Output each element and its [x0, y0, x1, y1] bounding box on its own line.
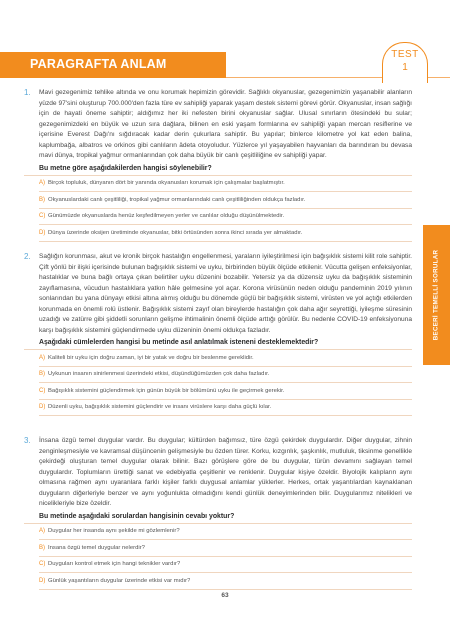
question-text: Sağlığın korunması, akut ve kronik birçok hastalığın engellenmesi, yaraların iyileştirilmesi için bağışıklık sistemi kilit role sahiptir. Çift yönlü bir ilişki içerisinde bulunan bağışıklık sistemi ve uyku, birbirinden büyük ölçüde etkilenir. Vücutta gelişen enfeksiyonlar, hastalıklar ve buna bağlı ortaya çıkan belirtiler uyku düzenini bozabilir. Yetersiz ya da düzensiz uyku da bağışıklık sisteminin zayıflamasına, vücudun hastalıklara yatkın hâle gelmesine yol açar. Korona virüsünün neden olduğu pandeminin 2019 yılının sonlarından bu yana dünyayı etkisi altına alımış olduğu bu dönemde güçlü bir bağışıklık sistemi, virüsten ve yol açtığı etkilerden korunmada en önemli rolü üstlenir. Bağışıklık sistemi zayıf olan bireylerde hastalığın çok daha ağır seyrettiği, iyileşme süresinin uzadığı ve zatürre gibi şiddetli sorunların gelişme ihtimalinin önemli ölçüde arttığı görülür. Bu nedenle COVID-19 enfeksiyonuna karşı bağışıklık sistemini güçlendirmede uyku düzeninin önemi oldukça fazladır. — [39, 253, 412, 334]
test-badge — [382, 42, 428, 83]
option-text: Düzenli uyku, bağışıklık sistemini güçlendirir ve insanı virüslere karşı daha güçlü kılar. — [48, 404, 272, 411]
option-letter: A) — [39, 180, 45, 187]
question-text: İnsana özgü temel duygular vardır. Bu duygular; kültürden bağımsız, türe özgü çekirdek duygulardır. Diğer duygular, zihnin zenginleşmesiyle ve kavramsal düşüncenin gelişmesiyle bu özden türer. Korku, kızgınlık, şaşkınlık, mutluluk, tiksinme genellikle çekirdeği oluşturan temel duygular olarak bilinir. Bazı görüşlere göre de bu duygular, türün devamını sağlayan temel duygulardır. Toplumların ürettiği sanat ve edebiyatla çeşitlenir ve renklenir. Duygular kişiye özeldir. Biyolojik kalıpların aynı olmasına rağmen aynı uyaranlara farklı kişiler farklı duygusal anlamlar yüklerler. Herkes, ortak yaşantılardan kaynaklanan duyguların diğerleriyle benzer ve aynı yoğunlukta olmadığını kendi günlük deneyimlerinden bilir. Duygularımız nitelikleri ve nicelikleriyle bize özeldir. — [39, 437, 412, 507]
question-prompt: Bu metne göre aşağıdakilerden hangisi söylenebilir? — [39, 164, 212, 172]
option-d[interactable] — [39, 573, 412, 590]
option-text: Günümüzde okyanuslarda henüz keşfedilmeyen yerler ve canlılar olduğu düşünülmektedir. — [48, 213, 285, 220]
option-letter: B) — [39, 196, 45, 203]
question-prompt: Aşağıdaki cümlelerden hangisi bu metinde asıl anlatılmak isteneni desteklemektedir? — [39, 339, 319, 346]
option-letter: A) — [39, 528, 45, 535]
question-1 — [24, 88, 412, 242]
option-c[interactable] — [39, 557, 412, 574]
option-text: Uykunun insanın sinirlenmesi üzerindeki etkisi, düşündüğümüzden çok daha fazladır. — [48, 371, 270, 378]
option-a[interactable] — [39, 350, 412, 367]
option-letter: B) — [39, 544, 45, 551]
option-text: Duyguları kontrol etmek için hangi teknikler vardır? — [48, 561, 181, 568]
side-tab-label: BECERİ TEMELLİ SORULAR — [432, 249, 440, 341]
option-d[interactable] — [39, 225, 412, 242]
option-text: Duygular her insanda aynı şekilde mi gözlemlenir? — [48, 528, 180, 535]
option-b[interactable] — [39, 192, 412, 209]
option-d[interactable] — [39, 400, 412, 417]
options-list — [24, 349, 412, 416]
question-prompt: Bu metinde aşağıdaki sorulardan hangisinin cevabı yoktur? — [39, 512, 235, 520]
option-c[interactable] — [39, 383, 412, 400]
option-letter: D) — [39, 229, 46, 236]
option-letter: A) — [39, 354, 45, 361]
options-list — [24, 175, 412, 242]
option-letter: D) — [39, 404, 46, 411]
page-title: PARAGRAFTA ANLAM — [30, 57, 167, 71]
option-a[interactable] — [39, 176, 412, 193]
option-c[interactable] — [39, 209, 412, 226]
option-text: Günlük yaşantıların duygular üzerinde etkisi var mıdır? — [48, 577, 191, 584]
test-label: TEST — [391, 49, 419, 60]
question-2 — [24, 252, 412, 416]
option-b[interactable] — [39, 367, 412, 384]
question-text: Mavi gezegenimiz tehlike altında ve onu korumak hepimizin görevidir. Sağlıklı okyanuslar, gezegenimizin yaşanabilir alanların yüzde 97'sini oluşturup 700.000'den fazla türe ev sahipliği yaparak yaşam destek sistemi görevi görür. Okyanuslar, insan sağlığı için de hayati öneme sahiptir; aldığımız her iki nefesten birini okyanuslar sağlar. Ulusal sınırların ötesindeki bu sular; gezegenimizdeki en büyük ve uzun sıra dağlara, bilinen en eski yaşam formlarına ev sahipliği yapan mercan resiflerine ve içerisine Everest Dağı'nı sığdıracak kadar derin çukurlara sahiptir. Bu yapılar; binlerce kilometre yol kat eden balina, kaplumbağa, albatros ve orkinos gibi canlıların âdeta otoyoludur. Yüzlerce yıl yaşayabilen hayvanları da barındıran bu devasa mavi dünya, tropikal yağmur ormanlarından çok daha büyük bir canlı çeşitliliğine ev sahipliği yapar. — [39, 89, 412, 159]
option-letter: D) — [39, 577, 46, 584]
option-text: Birçok topluluk, dünyanın dört bir yanında okyanusları korumak için çalışmalar başlatmıştır. — [48, 180, 285, 187]
option-text: Dünya üzerinde oksijen üretiminde okyanuslar, bitki örtüsünden sonra ikinci sırada yer almaktadır. — [48, 229, 303, 236]
options-list — [24, 523, 412, 590]
option-text: İnsana özgü temel duygular nelerdir? — [48, 544, 145, 551]
page-number: 63 — [221, 592, 229, 599]
question-number: 3. — [24, 436, 31, 445]
option-letter: C) — [39, 561, 46, 568]
option-text: Bağışıklık sistemini güçlendirmek için günün büyük bir bölümünü uyku ile geçirmek gerekir. — [48, 387, 285, 394]
question-3 — [24, 436, 412, 590]
test-number: 1 — [402, 62, 408, 73]
option-letter: B) — [39, 371, 45, 378]
option-text: Kaliteli bir uyku için doğru zaman, iyi bir yatak ve doğru bir beslenme gereklidir. — [48, 354, 254, 361]
question-number: 2. — [24, 252, 31, 261]
option-text: Okyanuslardaki canlı çeşitliliği, tropikal yağmur ormanlarındaki canlı çeşitliliğinden oldukça fazladır. — [48, 196, 306, 203]
option-letter: C) — [39, 213, 46, 220]
option-letter: C) — [39, 387, 46, 394]
question-number: 1. — [24, 88, 31, 97]
option-b[interactable] — [39, 540, 412, 557]
option-a[interactable] — [39, 524, 412, 541]
